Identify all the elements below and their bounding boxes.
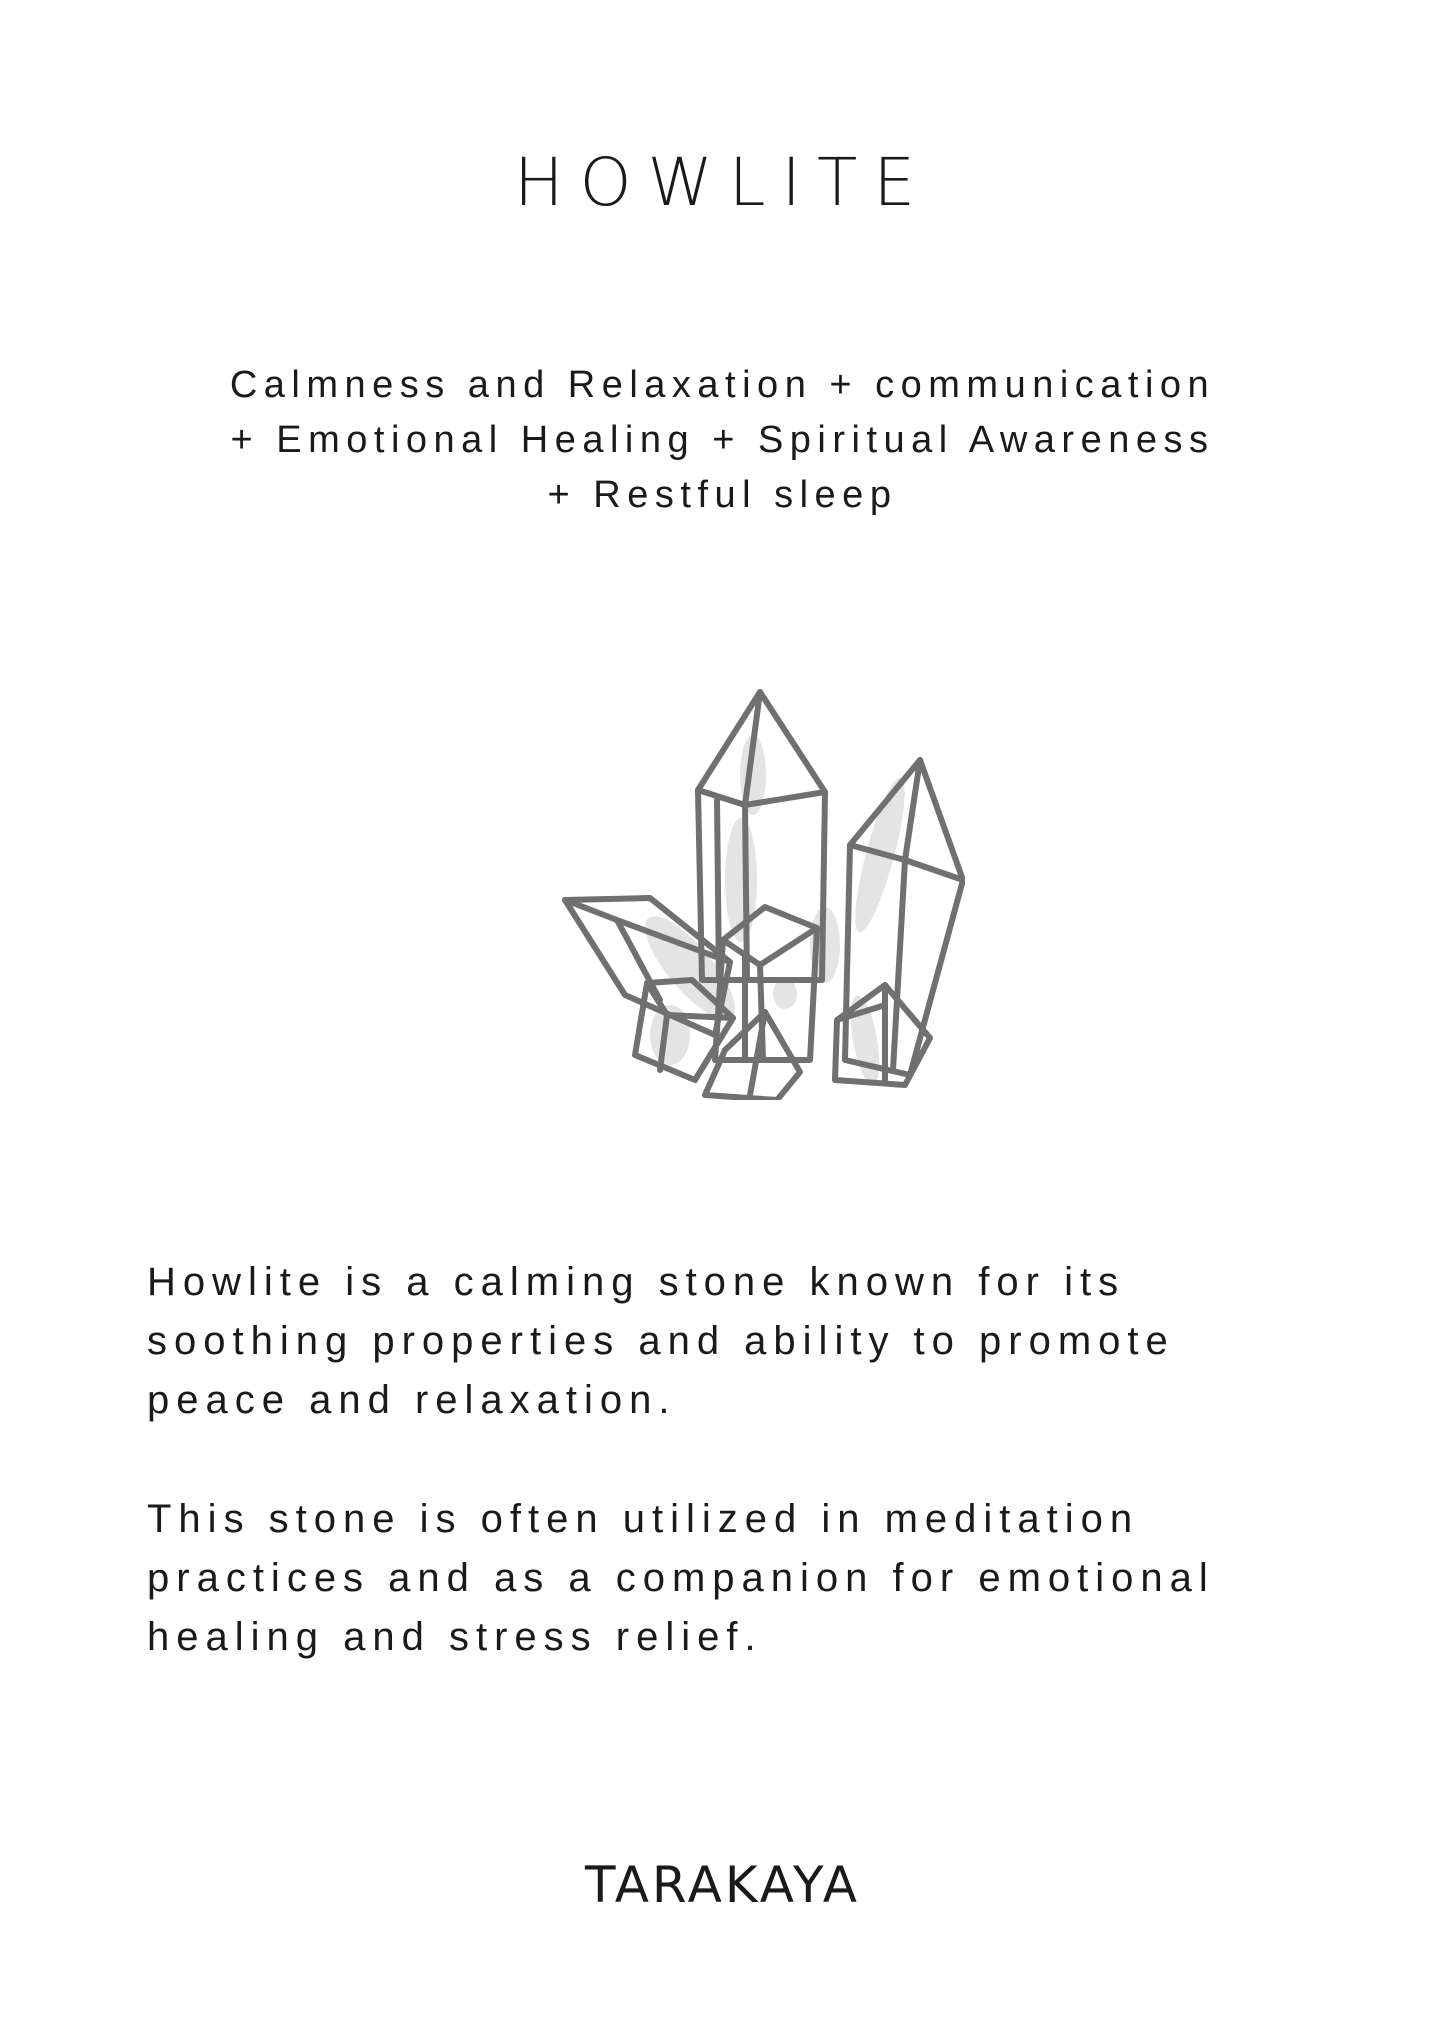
page-title: HOWLITE <box>513 144 932 221</box>
description-paragraph-2 <box>147 1490 1397 1667</box>
description-line: peace and relaxation. <box>147 1378 677 1422</box>
crystal-cluster-icon <box>555 680 965 1100</box>
brand-name: TARAKAYA <box>585 1856 860 1914</box>
description-line: soothing properties and ability to promote <box>147 1319 1175 1363</box>
benefits-list <box>0 358 1445 523</box>
benefits-line: Calmness and Relaxation + communication <box>229 364 1216 406</box>
description-line: This stone is often utilized in meditation <box>147 1497 1140 1541</box>
benefits-line: + Emotional Healing + Spiritual Awareness <box>230 419 1215 461</box>
benefits-line: + Restful sleep <box>547 474 898 516</box>
description-line: healing and stress relief. <box>147 1615 763 1659</box>
description-line: practices and as a companion for emotional <box>147 1556 1215 1600</box>
description-paragraph-1 <box>147 1253 1397 1430</box>
description-line: Howlite is a calming stone known for its <box>147 1260 1126 1304</box>
